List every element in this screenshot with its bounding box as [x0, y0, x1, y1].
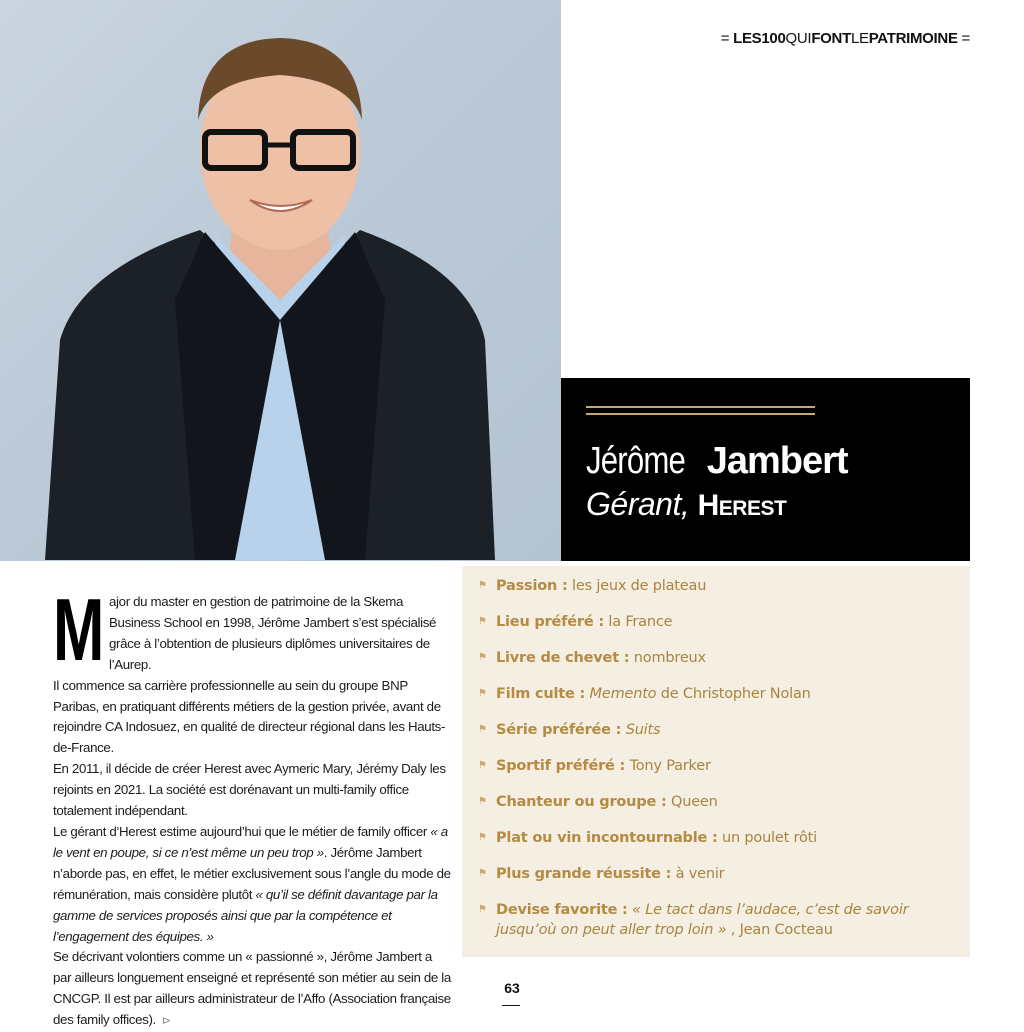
company-name: Herest: [697, 489, 787, 522]
person-name: [586, 440, 848, 483]
page-number-underline: [502, 1005, 520, 1006]
fact-item: [476, 576, 966, 612]
fact-item: [476, 756, 966, 792]
fact-item: [476, 720, 966, 756]
article-paragraph-2: Il commence sa carrière professionnelle au sein du groupe BNP Paribas, en pratiquant différents métiers de la gestion privée, avant de rejoindre CA Indosuez, en qualité de directeur régional dans les Hauts-de-France.: [53, 677, 446, 756]
fact-label: Livre de chevet :: [496, 650, 630, 666]
fact-value-italic: Suits: [625, 722, 661, 738]
fact-item: [476, 792, 966, 828]
article-paragraph-4: [53, 822, 451, 947]
fact-label: Passion :: [496, 578, 568, 594]
p4-quote-2: « qu’il se définit davantage par la gamme de services proposés ainsi que par la compétence et l’engagement des équipes. »: [53, 886, 438, 944]
fact-item: [476, 828, 966, 864]
fact-label: Lieu préféré :: [496, 614, 604, 630]
flag-bullet-icon: ⚑: [478, 832, 487, 843]
fact-value: de Christopher Nolan: [656, 686, 811, 702]
flag-bullet-icon: ⚑: [478, 580, 487, 591]
fact-item: [476, 900, 966, 946]
end-mark-icon: ⊳: [161, 1015, 171, 1028]
series-tagline: [721, 30, 970, 47]
name-box: [561, 378, 970, 561]
fact-value: nombreux: [633, 650, 706, 666]
article-paragraph-5: [53, 947, 451, 1032]
drop-cap: M: [53, 580, 105, 679]
fact-label: Devise favorite :: [496, 902, 628, 918]
tagline-num: 100: [761, 30, 786, 47]
gold-rule-bottom: [586, 413, 815, 415]
flag-bullet-icon: ⚑: [478, 760, 487, 771]
fact-value: la France: [608, 614, 673, 630]
facts-panel: [462, 566, 970, 957]
fact-value-italic: « Le tact dans l’audace, c’est de savoir jusqu’où on peut aller trop loin »: [496, 902, 909, 938]
fact-label: Plus grande réussite :: [496, 866, 672, 882]
article-paragraph-1: ajor du master en gestion de patrimoine de la Skema Business School en 1998, Jérôme Jambert s’est spécialisé grâce à l’obtention de plusieurs diplômes universitaires de l’Aurep.: [109, 594, 437, 672]
tagline-qui: QUI: [785, 30, 812, 47]
fact-value: Queen: [671, 794, 718, 810]
fact-value-italic: Memento: [589, 686, 657, 702]
p4-quote-1: « a le vent en poupe, si ce n’est même un peu trop »: [53, 823, 448, 860]
page-number: 63: [504, 980, 520, 996]
p4-text-a: Le gérant d’Herest estime aujourd’hui que le métier de family officer: [53, 823, 431, 839]
fact-label: Film culte :: [496, 686, 586, 702]
fact-item: [476, 684, 966, 720]
flag-bullet-icon: ⚑: [478, 724, 487, 735]
flag-bullet-icon: ⚑: [478, 796, 487, 807]
fact-value: Tony Parker: [629, 758, 711, 774]
tagline-prefix: =: [720, 30, 730, 47]
fact-item: [476, 612, 966, 648]
first-name: Jérôme: [586, 440, 685, 482]
fact-item: [476, 864, 966, 900]
tagline-les: LES: [733, 30, 762, 47]
facts-list: [476, 576, 966, 946]
fact-label: Plat ou vin incontournable :: [496, 830, 718, 846]
flag-bullet-icon: ⚑: [478, 868, 487, 879]
fact-label: Sportif préféré :: [496, 758, 626, 774]
fact-value: à venir: [675, 866, 725, 882]
flag-bullet-icon: ⚑: [478, 652, 487, 663]
fact-value: un poulet rôti: [722, 830, 817, 846]
fact-label: Chanteur ou groupe :: [496, 794, 667, 810]
tagline-suffix: =: [961, 30, 970, 47]
person-role: [586, 486, 786, 523]
fact-value: les jeux de plateau: [572, 578, 707, 594]
tagline-le: LE: [850, 30, 869, 47]
p4-text-b: . Jérôme Jambert n’aborde pas, en effet, le métier exclusivement sous l’angle du mode de rémunération, mais considère plutôt: [53, 844, 451, 902]
fact-value: , Jean Cocteau: [726, 922, 833, 938]
last-name: Jambert: [706, 440, 848, 482]
gold-rule-top: [586, 406, 815, 408]
tagline-patrimoine: PATRIMOINE: [868, 30, 958, 47]
flag-bullet-icon: ⚑: [478, 904, 487, 915]
article-paragraph-3: En 2011, il décide de créer Herest avec Aymeric Mary, Jérémy Daly les rejoints en 2021. La société est dorénavant un multi-family office totalement indépendant.: [53, 761, 446, 819]
flag-bullet-icon: ⚑: [478, 616, 487, 627]
portrait-photo: [0, 0, 561, 561]
p5-text: Se décrivant volontiers comme un « passionné », Jérôme Jambert a par ailleurs longuement enseigné et représenté son métier au sein de la CNCGP. Il est par ailleurs administrateur de l’Affo (Association française des family offices).: [53, 949, 451, 1028]
fact-label: Série préférée :: [496, 722, 622, 738]
tagline-font: FONT: [811, 30, 851, 47]
article-body: [53, 580, 451, 1032]
flag-bullet-icon: ⚑: [478, 688, 487, 699]
role-title: Gérant,: [586, 486, 690, 522]
fact-item: [476, 648, 966, 684]
